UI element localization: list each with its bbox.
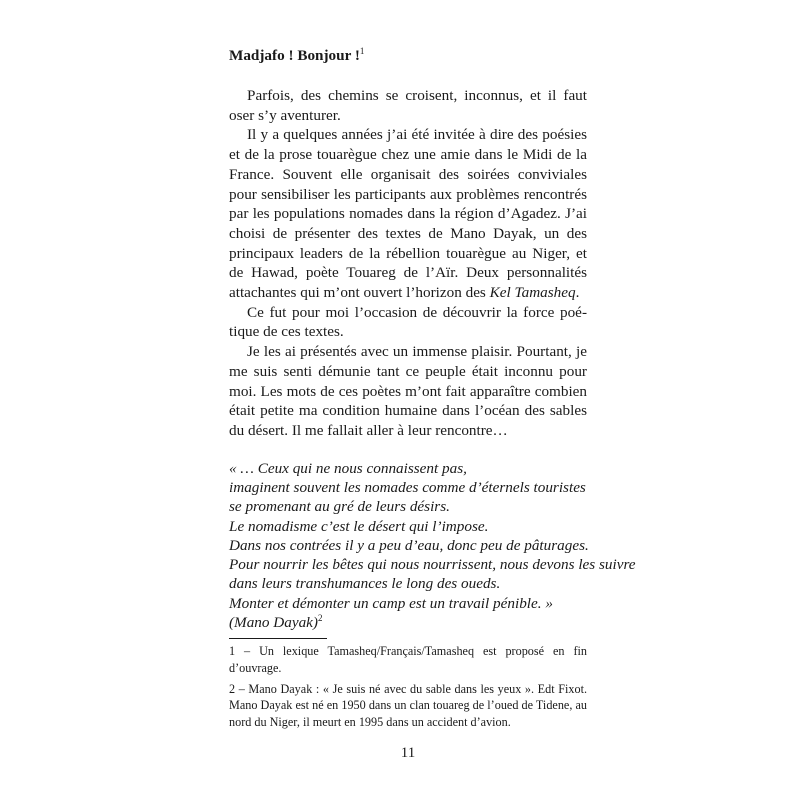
quote-line: dans leurs transhumances le long des oueds. — [229, 575, 501, 593]
footnote-ref-1[interactable]: 1 — [359, 45, 365, 56]
paragraph-2 — [229, 125, 587, 302]
page-number: 11 — [400, 745, 416, 761]
quote-attribution — [229, 613, 587, 632]
footnote-2: 2 – Mano Dayak : « Je suis né avec du sable dans les yeux ». Edt Fixot. Mano Dayak est né en 1950 dans un clan touareg de l’oued de Tidene, au nord du Niger, il meurt en 1995 dans un accident d’avion. — [229, 681, 587, 729]
paragraph-1-text: Parfois, des chemins se croisent, inconnus, et il faut oser s’y aventurer. — [229, 87, 587, 124]
paragraph-4-text: Je les ai présentés avec un immense plaisir. Pourtant, je me suis senti démunie tant ce peuple était inconnu pour moi. Les mots de ces poètes m’ont fait apparaître combien était petite ma condition humaine dans l’océan des sables du désert. Il me fallait aller à leur rencontre… — [229, 343, 587, 439]
quote-line: imaginent souvent les nomades comme d’éternels touristes — [229, 478, 586, 496]
quote-line: Le nomadisme c’est le désert qui l’impose. — [229, 517, 489, 535]
quote-line: Dans nos contrées il y a peu d’eau, donc peu de pâturages. — [229, 536, 589, 554]
quote-author: (Mano Dayak) — [229, 614, 318, 632]
paragraph-3 — [229, 303, 587, 342]
paragraph-2-punct: . — [575, 284, 580, 302]
footnote-ref-2[interactable]: 2 — [317, 612, 323, 623]
paragraph-4 — [229, 342, 587, 441]
paragraph-3-text: Ce fut pour moi l’occasion de découvrir la force poétique de ces textes. — [229, 303, 587, 341]
footnote-divider — [229, 638, 327, 639]
paragraph-2-italic-term: Kel Tamasheq — [489, 284, 576, 302]
chapter-title: Madjafo ! Bonjour ! — [229, 47, 360, 64]
quote-line: « … Ceux qui ne nous connaissent pas, — [229, 459, 467, 477]
paragraph-2-text: Il y a quelques années j’ai été invitée à dire des poésies et de la prose touarègue chez une amie dans le Midi de la France. Souvent elle organisait des soirées conviviales pour sensibiliser les participants aux problèmes rencontrés par les populations nomades dans la région d’Agadez. J’ai choisi de présenter des textes de Mano Dayak, un des principaux leaders de la rébellion touarègue au Niger, et de Hawad, poète Touareg de l’Aïr. Deux personnalités attachantes qui m’ont ouvert l’horizon des — [229, 126, 587, 302]
poem-quote — [229, 459, 636, 633]
footnote-1: 1 – Un lexique Tamasheq/Français/Tamasheq est proposé en fin d’ouvrage. — [229, 644, 587, 675]
quote-line: Pour nourrir les bêtes qui nous nourrissent, nous devons les suivre — [229, 556, 636, 574]
page-body — [229, 45, 636, 735]
quote-line: Monter et démonter un camp est un travail pénible. » — [229, 594, 553, 612]
chapter-heading — [229, 46, 587, 66]
quote-line: se promenant au gré de leurs désirs. — [229, 498, 450, 516]
paragraph-1 — [229, 86, 587, 125]
